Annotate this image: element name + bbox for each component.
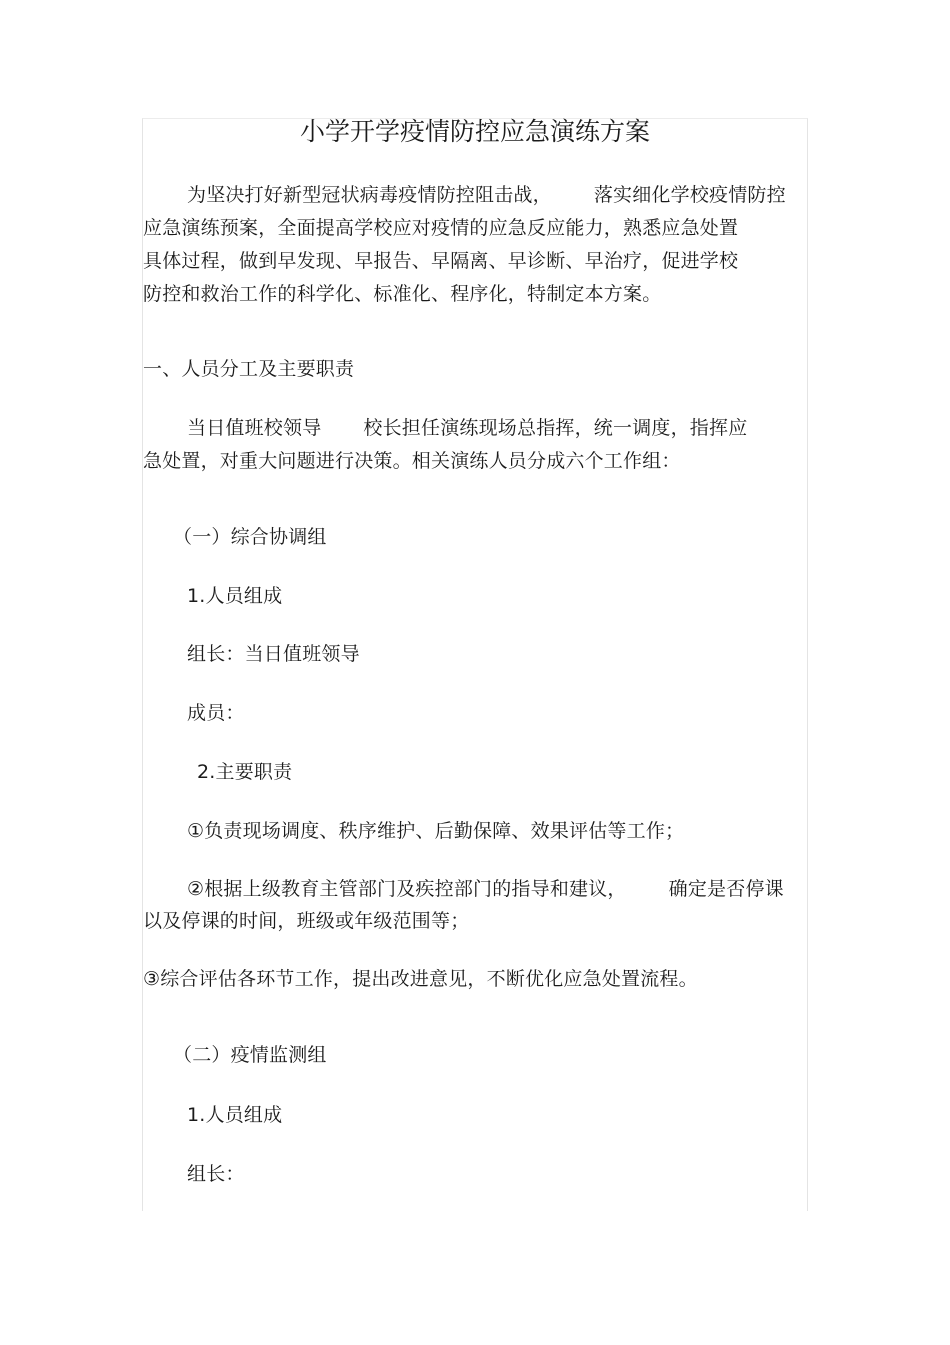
intro-line-2: 应急演练预案，全面提高学校应对疫情的应急反应能力，熟悉应急处置	[143, 217, 739, 239]
group-1-duty-2-line-1b: 确定是否停课	[668, 878, 784, 900]
section-1-para-line-1a: 当日值班校领导	[187, 417, 322, 439]
section-1-para-line-1	[187, 416, 747, 440]
group-1-duty-2-line-1a: ②根据上级教育主管部门及疾控部门的指导和建议，	[187, 878, 627, 900]
group-1-duty-2-line-1	[187, 877, 784, 901]
document-title: 小学开学疫情防控应急演练方案	[299, 117, 650, 146]
intro-line-1a: 为坚决打好新型冠状病毒疫情防控阻击战，	[187, 184, 552, 206]
section-1-para-line-2: 急处置，对重大问题进行决策。相关演练人员分成六个工作组：	[143, 450, 681, 472]
group-1-heading: （一）综合协调组	[173, 526, 327, 548]
intro-line-3: 具体过程，做到早发现、早报告、早隔离、早诊断、早治疗，促进学校	[143, 250, 739, 272]
group-2-composition: 1.人员组成	[187, 1104, 283, 1126]
group-1-duties: 2.主要职责	[197, 761, 293, 783]
group-1-composition: 1.人员组成	[187, 585, 283, 607]
section-1-heading: 一、人员分工及主要职责	[143, 358, 355, 380]
group-1-duty-2-line-2: 以及停课的时间，班级或年级范围等；	[143, 910, 470, 932]
group-1-duty-3: ③综合评估各环节工作，提出改进意见，不断优化应急处置流程。	[143, 968, 698, 990]
intro-line-4: 防控和救治工作的科学化、标准化、程序化，特制定本方案。	[143, 283, 662, 305]
group-1-members: 成员：	[187, 702, 245, 724]
group-1-leader: 组长：当日值班领导	[187, 643, 360, 665]
group-1-duty-1: ①负责现场调度、秩序维护、后勤保障、效果评估等工作；	[187, 820, 685, 842]
intro-line-1	[187, 183, 786, 207]
intro-line-1b: 落实细化学校疫情防控	[593, 184, 786, 206]
group-2-leader: 组长：	[187, 1163, 245, 1185]
section-1-para-line-1b: 校长担任演练现场总指挥，统一调度，指挥应	[363, 417, 748, 439]
group-2-heading: （二）疫情监测组	[173, 1044, 327, 1066]
